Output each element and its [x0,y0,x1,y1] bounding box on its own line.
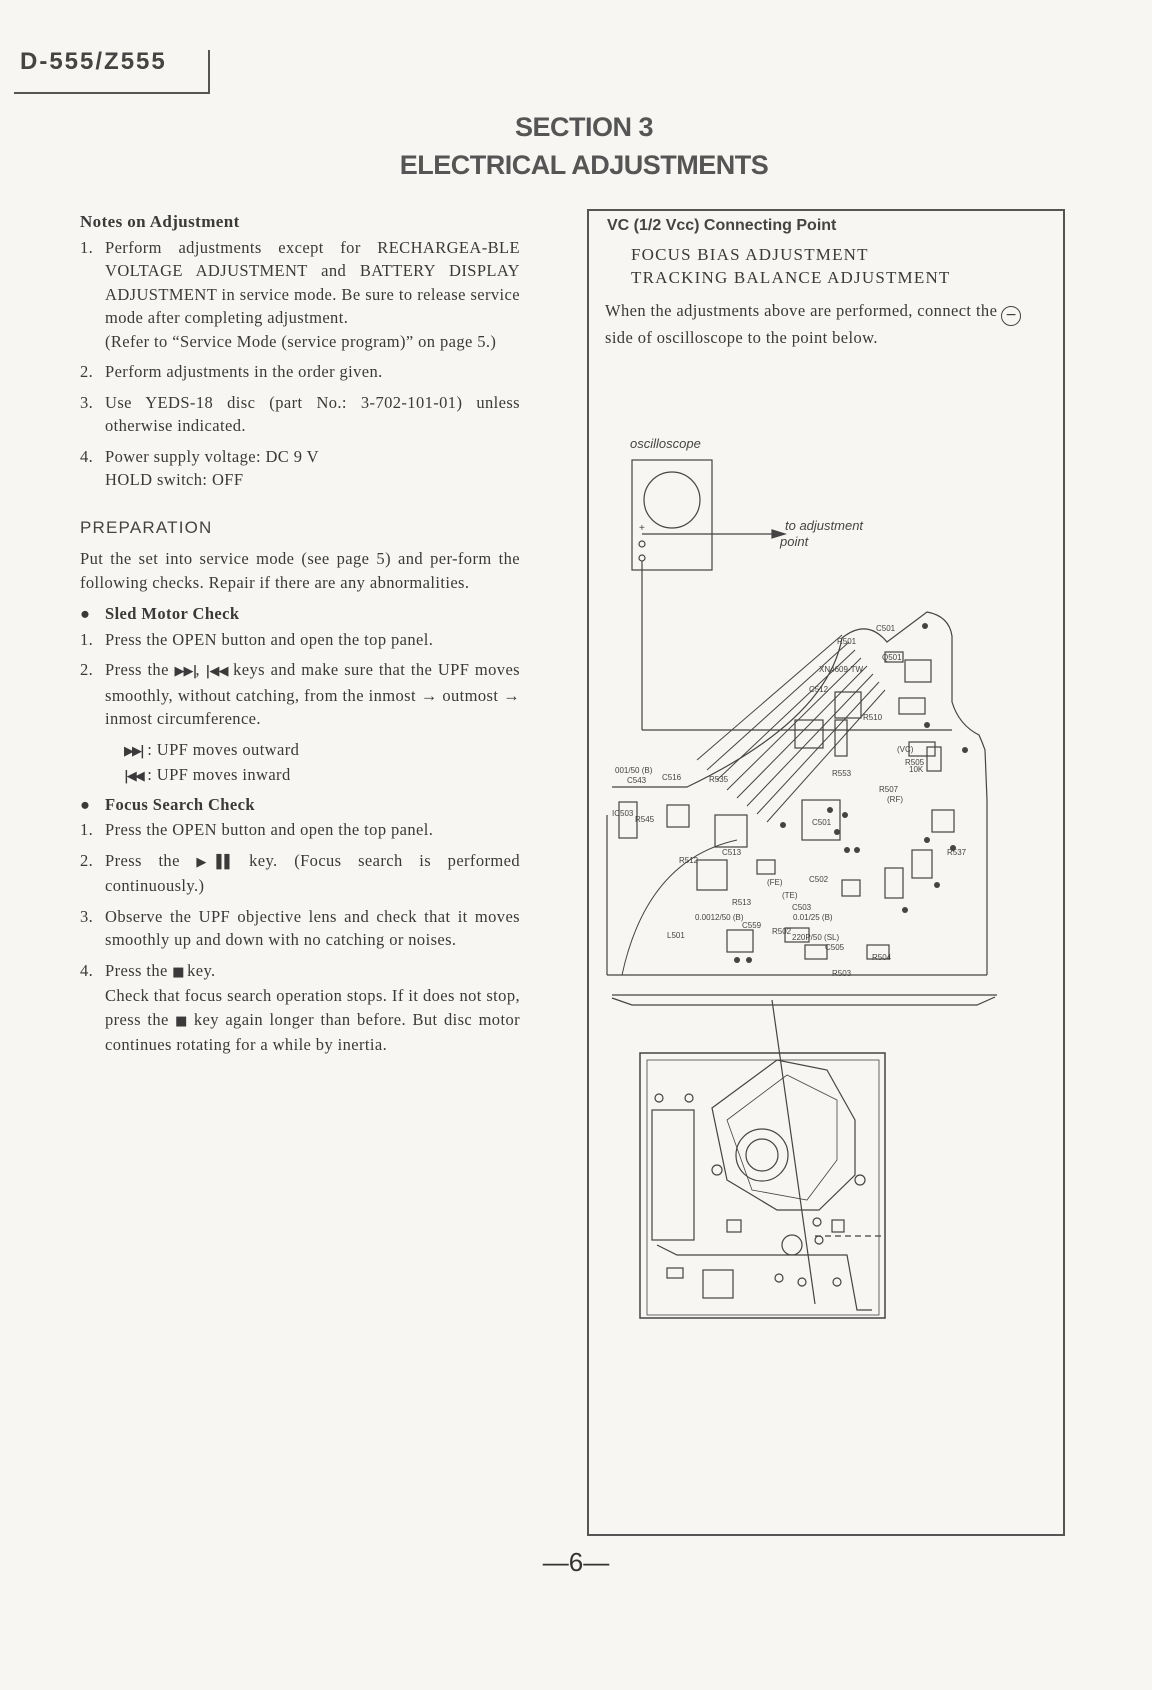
svg-text:C512: C512 [809,685,829,694]
svg-text:0.0012/50 (B): 0.0012/50 (B) [695,913,744,922]
focus-search-check-heading: ● Focus Search Check [80,794,255,814]
next-key-icon: ▶▶| [174,664,196,679]
svg-text:(FE): (FE) [767,878,783,887]
svg-text:R507: R507 [879,785,899,794]
svg-text:R535: R535 [709,775,729,784]
prev-key-icon: |◀◀ [205,664,228,679]
svg-text:C559: C559 [742,921,762,930]
svg-text:+: + [639,523,645,534]
svg-text:C513: C513 [722,848,742,857]
svg-text:R502: R502 [772,927,792,936]
note-text: Use YEDS-18 disc (part No.: 3-702-101-01) unless otherwise indicated. [105,392,520,435]
note-item-4 [80,445,520,492]
sled-forward-note: ▶▶| : UPF moves outward [124,739,300,759]
svg-text:C502: C502 [809,875,829,884]
svg-text:001/50 (B): 001/50 (B) [615,766,653,775]
note-number: 2. [80,362,94,381]
focus-step-1: 1. Press the OPEN button and open the top panel. [80,820,434,839]
focus-step-3: 3. Observe the UPF objective lens and check that it moves smoothly up and down with no catching or noises. [80,906,520,949]
sled-motor-check-heading: ● Sled Motor Check [80,604,240,623]
prev-key-icon: |◀◀ [124,769,143,784]
svg-text:R505: R505 [905,758,925,767]
svg-text:(VC): (VC) [897,745,914,754]
focus-bias-adjustment: FOCUS BIAS ADJUSTMENT [631,245,869,264]
svg-text:R504: R504 [872,953,892,962]
svg-text:R553: R553 [832,769,852,778]
sled-step-1: 1. Press the OPEN button and open the top panel. [80,629,434,649]
note-text: Perform adjustments except for RECHARGEA-BLE VOLTAGE ADJUSTMENT and BATTERY DISPLAY ADJUSTMENT in service mode. Be sure to release service mode after completing adjustment. [105,237,520,327]
point-label: point [780,534,809,549]
notes-heading: Notes on Adjustment [80,212,240,231]
vc-instructions: When the adjustments above are performed, connect the −side of oscilloscope to the point below. [605,299,1050,350]
next-key-icon: ▶▶| [124,743,143,759]
minus-terminal-icon: − [1001,306,1021,326]
header-rule-vertical [208,50,210,94]
pcb-diagram [587,420,1063,1420]
note-number: 1. [80,237,94,257]
svg-text:XN4609-TW: XN4609-TW [819,665,864,674]
note-item-1 [80,236,520,354]
section-title: ELECTRICAL ADJUSTMENTS [399,150,769,180]
play-pause-key-icon: ▶▌▌ [196,854,233,870]
note-text: Power supply voltage: DC 9 V [105,446,319,466]
left-column [80,210,520,1064]
stop-key-icon: ■ [172,964,183,980]
page-number: —6— [542,1547,610,1577]
preparation-heading: PREPARATION [80,517,213,537]
svg-text:C543: C543 [627,776,647,785]
preparation-intro: Put the set into service mode (see page 5) and per-form the following checks. Repair if there are any abnormalities. [80,549,520,592]
svg-text:R510: R510 [863,713,883,722]
to-adjustment-label: to adjustment [785,518,864,533]
note-text: Perform adjustments in the order given. [105,362,383,381]
note-reference: (Refer to “Service Mode (service program)” on page 5.) [105,331,497,351]
model-number: D-555/Z555 [20,48,167,75]
note-hold-switch: HOLD switch: OFF [105,470,244,489]
svg-text:(RF): (RF) [887,795,903,804]
svg-text:R545: R545 [635,815,655,824]
note-number: 4. [80,446,94,466]
note-number: 3. [80,392,94,412]
header-rule [14,92,210,94]
svg-text:(TE): (TE) [782,891,798,900]
focus-step-2: 2. Press the ▶▌▌ key. (Focus search is performed continuously.) [80,850,520,895]
note-item-3 [80,391,520,438]
sled-reverse-note: |◀◀ : UPF moves inward [124,765,291,784]
svg-text:R512: R512 [679,856,699,865]
section-number: SECTION 3 [514,112,654,142]
svg-text:R537: R537 [947,848,967,857]
note-item-2 [80,360,520,384]
svg-text:C501: C501 [812,818,832,827]
stop-key-icon: ■ [175,1013,188,1029]
svg-text:0.01/25 (B): 0.01/25 (B) [793,913,833,922]
svg-text:Q501: Q501 [882,653,902,662]
focus-step-4: 4. Press the ■ key. Check that focus search operation stops. If it does not stop, press the ■ key again longer than before. But disc motor continues rotating for a while by inertia. [80,960,520,1054]
svg-text:C516: C516 [662,773,682,782]
svg-text:C505: C505 [825,943,845,952]
svg-text:220P/50 (SL): 220P/50 (SL) [792,933,840,942]
svg-text:10K: 10K [909,765,924,774]
svg-text:IC503: IC503 [612,809,634,818]
osc-label: oscilloscope [630,436,701,451]
svg-text:L501: L501 [667,931,685,940]
svg-text:C501: C501 [876,624,896,633]
svg-text:R513: R513 [732,898,752,907]
svg-text:R501: R501 [837,637,857,646]
sled-step-2: 2. Press the ▶▶|, |◀◀ keys and make sure that the UPF moves smoothly, without catching, from the inmost → outmost → inmost circumference. [80,660,520,728]
svg-text:R503: R503 [832,969,852,978]
oscilloscope-icon [632,460,712,570]
tracking-balance-adjustment: TRACKING BALANCE ADJUSTMENT [631,268,951,287]
svg-text:C503: C503 [792,903,812,912]
vc-title: VC (1/2 Vcc) Connecting Point [607,217,837,234]
